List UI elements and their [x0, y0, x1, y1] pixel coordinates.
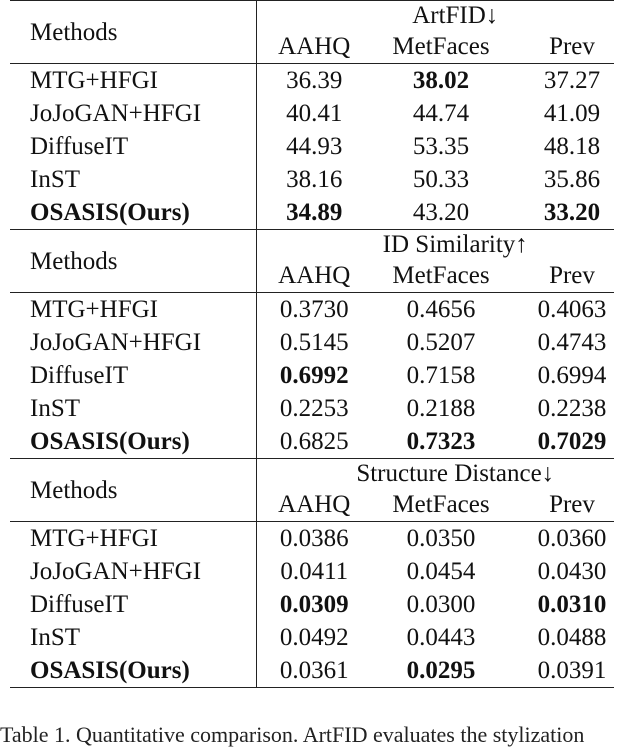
cell-value: 37.27: [510, 64, 614, 98]
section-header-row: [10, 230, 614, 261]
cell-value: 0.5145: [279, 329, 349, 356]
cell-value: 0.0360: [510, 522, 614, 556]
cell-value: 0.0386: [256, 522, 372, 556]
cell-value: 0.7158: [406, 362, 476, 389]
column-header: AAHQ: [278, 33, 351, 60]
column-header: Prev: [549, 262, 595, 289]
table-row: [10, 293, 614, 327]
table-row: [10, 522, 614, 556]
results-table-wrapper: [10, 0, 614, 688]
cell-value: 0.2188: [406, 395, 476, 422]
cell-value: 48.18: [543, 133, 601, 160]
cell-value: 0.0488: [537, 624, 607, 651]
methods-header: Methods: [10, 1, 256, 64]
method-name: JoJoGAN+HFGI: [10, 97, 256, 130]
column-header: MetFaces: [392, 262, 490, 289]
cell-value-best: 33.20: [543, 199, 601, 226]
method-name: InST: [10, 621, 256, 654]
column-header: Prev: [549, 33, 595, 60]
method-name: MTG+HFGI: [10, 293, 256, 327]
column-header: AAHQ: [278, 491, 351, 518]
cell-value: 0.4743: [537, 329, 607, 356]
cell-value: 0.2238: [537, 395, 607, 422]
cell-value: 43.20: [412, 199, 470, 226]
method-name: DiffuseIT: [10, 130, 256, 163]
cell-value: 44.93: [286, 133, 343, 160]
table-row-ours: [10, 196, 614, 230]
table-row: [10, 621, 614, 654]
column-header: MetFaces: [392, 491, 490, 518]
cell-value: 35.86: [543, 166, 601, 193]
cell-value: 0.4063: [510, 293, 614, 327]
cell-value: 0.3730: [256, 293, 372, 327]
cell-value: 50.33: [412, 166, 470, 193]
cell-value: 40.41: [286, 100, 343, 127]
cell-value: 53.35: [412, 133, 470, 160]
method-name: DiffuseIT: [10, 588, 256, 621]
table-row-ours: [10, 425, 614, 459]
table-row: [10, 97, 614, 130]
section-header-row: [10, 1, 614, 32]
cell-value: 0.0454: [406, 558, 476, 585]
methods-header: Methods: [10, 230, 256, 293]
column-header: AAHQ: [278, 262, 351, 289]
cell-value: 44.74: [412, 100, 470, 127]
method-name: InST: [10, 163, 256, 196]
method-name: DiffuseIT: [10, 359, 256, 392]
table-row-ours: [10, 654, 614, 688]
table-row: [10, 555, 614, 588]
table-row: [10, 359, 614, 392]
cell-value: 0.6994: [537, 362, 607, 389]
metric-header: Structure Distance↓: [256, 459, 614, 490]
cell-value: 0.2253: [279, 395, 349, 422]
method-name: MTG+HFGI: [10, 64, 256, 98]
column-header: MetFaces: [392, 33, 490, 60]
cell-value: 0.5207: [406, 329, 476, 356]
cell-value: 0.0391: [510, 654, 614, 688]
cell-value: 0.4656: [372, 293, 510, 327]
method-name: JoJoGAN+HFGI: [10, 326, 256, 359]
table-row: [10, 64, 614, 98]
cell-value: 41.09: [543, 100, 601, 127]
cell-value-best: 0.6992: [279, 362, 349, 389]
cell-value-best: 38.02: [372, 64, 510, 98]
cell-value: 0.0430: [537, 558, 607, 585]
method-name: MTG+HFGI: [10, 522, 256, 556]
column-header: Prev: [549, 491, 595, 518]
cell-value-best: 34.89: [286, 199, 343, 226]
methods-header: Methods: [10, 459, 256, 522]
results-table: [10, 0, 614, 688]
metric-header: ID Similarity↑: [256, 230, 614, 261]
cell-value-best: 0.7029: [537, 428, 607, 455]
method-name: OSASIS(Ours): [10, 196, 256, 230]
cell-value-best: 0.0309: [279, 591, 349, 618]
cell-value: 0.0361: [256, 654, 372, 688]
table-row: [10, 163, 614, 196]
method-name: OSASIS(Ours): [10, 654, 256, 688]
metric-header: ArtFID↓: [256, 1, 614, 32]
table-row: [10, 392, 614, 425]
cell-value-best: 0.0295: [372, 654, 510, 688]
cell-value: 36.39: [256, 64, 372, 98]
cell-value: 38.16: [286, 166, 343, 193]
cell-value: 0.0443: [406, 624, 476, 651]
cell-value-best: 0.7323: [406, 428, 476, 455]
table-caption: Table 1. Quantitative comparison. ArtFID evaluates the stylization: [0, 722, 585, 747]
cell-value-best: 0.0310: [537, 591, 607, 618]
table-row: [10, 326, 614, 359]
cell-value: 0.0492: [279, 624, 349, 651]
cell-value: 0.0350: [372, 522, 510, 556]
table-row: [10, 588, 614, 621]
cell-value: 0.0411: [280, 558, 349, 585]
table-row: [10, 130, 614, 163]
method-name: JoJoGAN+HFGI: [10, 555, 256, 588]
method-name: InST: [10, 392, 256, 425]
cell-value: 0.6825: [279, 428, 349, 455]
section-header-row: [10, 459, 614, 490]
method-name: OSASIS(Ours): [10, 425, 256, 459]
cell-value: 0.0300: [406, 591, 476, 618]
